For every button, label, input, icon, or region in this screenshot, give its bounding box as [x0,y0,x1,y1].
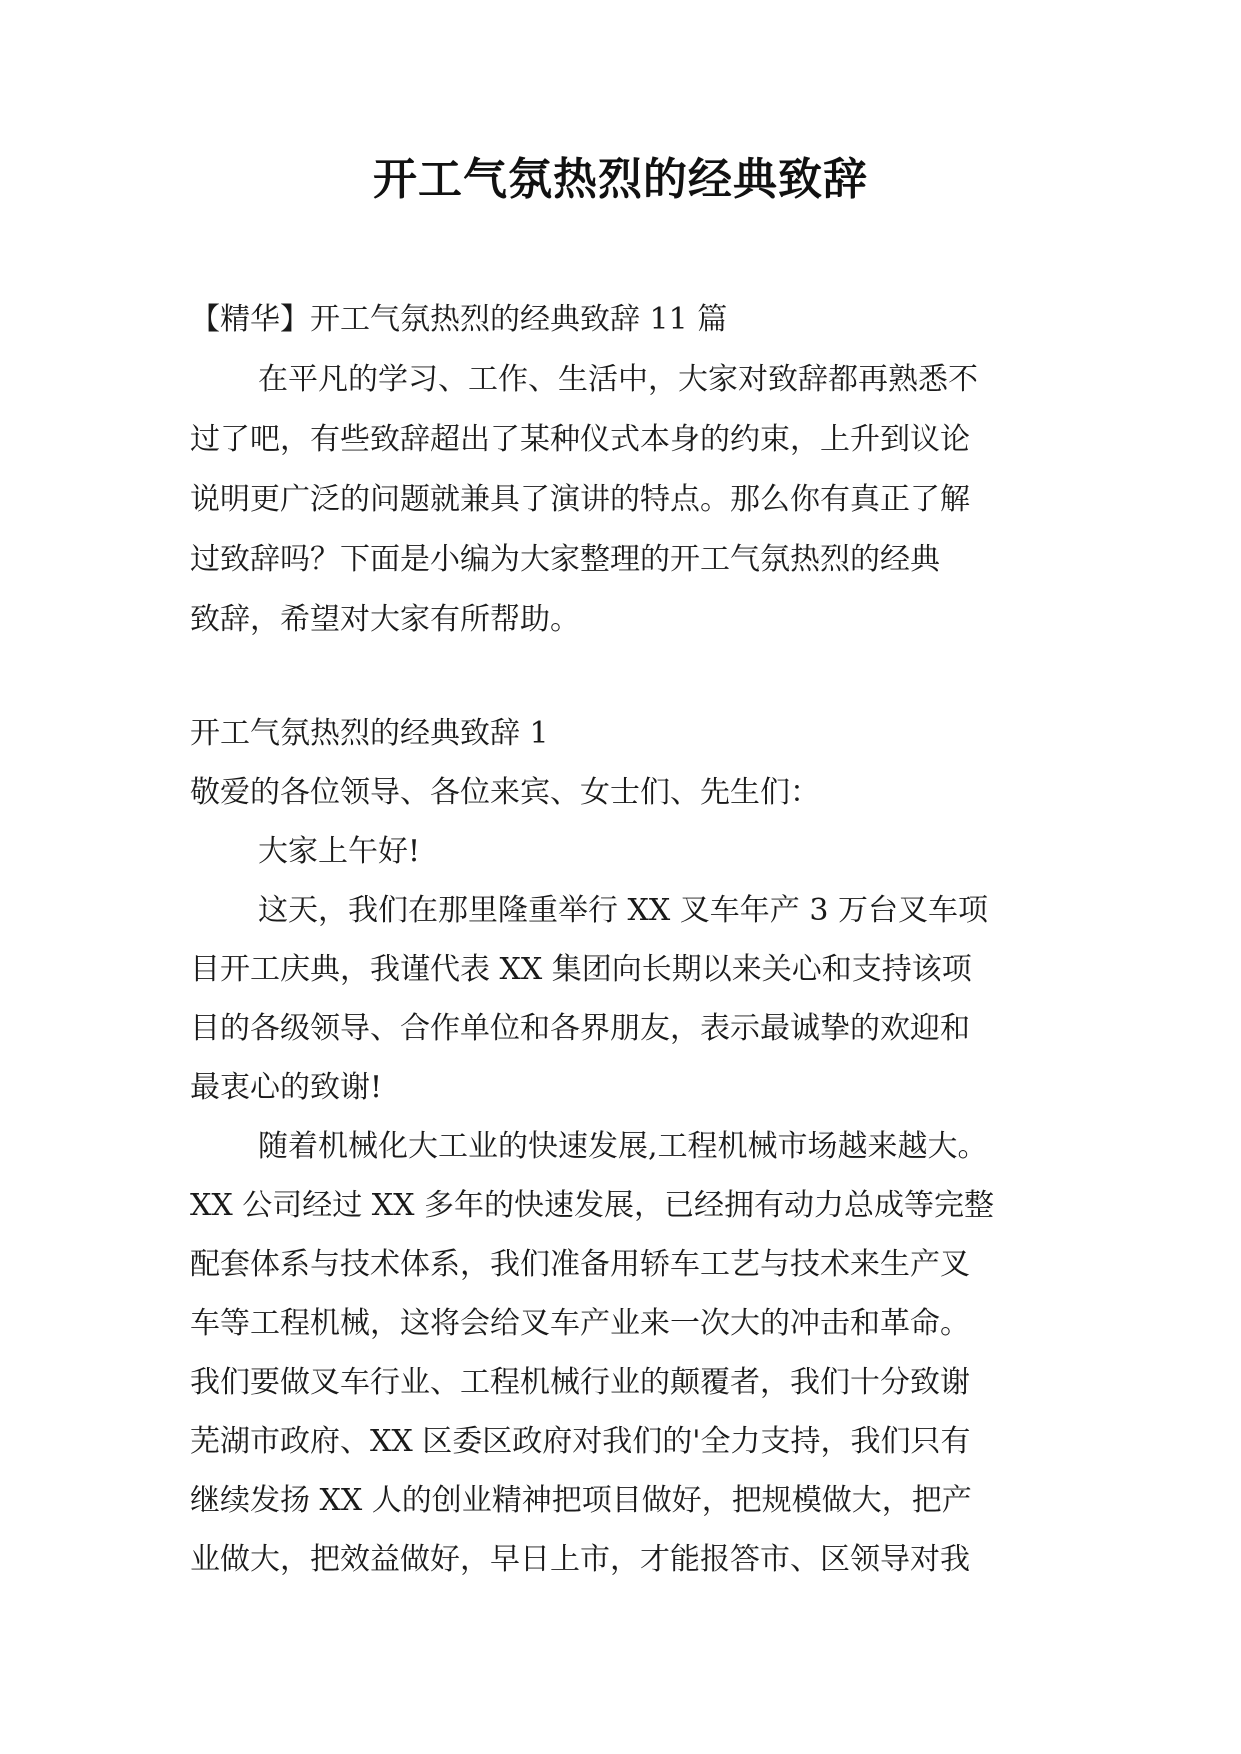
paragraph-2 [190,1117,1060,1589]
section-1 [190,704,1060,1589]
intro-line: 在平凡的学习、工作、生活中，大家对致辞都再熟悉不 [258,362,978,397]
paragraph-1 [190,881,1060,1117]
paragraph-line: 目开工庆典，我谨代表 XX 集团向长期以来关心和支持该项 [190,952,972,987]
document-title: 开工气氛热烈的经典致辞 [373,154,868,205]
paragraph-line: 车等工程机械，这将会给叉车产业来一次大的冲击和革命。 [190,1306,970,1341]
intro-line: 说明更广泛的问题就兼具了演讲的特点。那么你有真正了解 [190,482,970,517]
paragraph-line: 芜湖市政府、XX 区委区政府对我们的'全力支持，我们只有 [190,1424,971,1459]
paragraph-line: 业做大，把效益做好，早日上市，才能报答市、区领导对我 [190,1542,970,1577]
paragraph-line: 继续发扬 XX 人的创业精神把项目做好，把规模做大，把产 [190,1483,972,1518]
document-body [190,290,1060,1589]
intro-line: 过致辞吗？下面是小编为大家整理的开工气氛热烈的经典 [190,542,940,577]
paragraph-line: 配套体系与技术体系，我们准备用轿车工艺与技术来生产叉 [190,1247,970,1282]
paragraph-line: 这天，我们在那里隆重举行 XX 叉车年产 3 万台叉车项 [258,893,988,928]
document-subtitle: 【精华】开工气氛热烈的经典致辞 11 篇 [190,302,728,337]
section-heading: 开工气氛热烈的经典致辞 1 [190,716,549,751]
intro-paragraph [190,350,1060,650]
paragraph-line: XX 公司经过 XX 多年的快速发展，已经拥有动力总成等完整 [190,1188,995,1223]
paragraph-line: 随着机械化大工业的快速发展,工程机械市场越来越大。 [258,1129,988,1164]
paragraph-line: 我们要做叉车行业、工程机械行业的颠覆者，我们十分致谢 [190,1365,970,1400]
greeting: 大家上午好! [258,834,421,869]
salutation: 敬爱的各位领导、各位来宾、女士们、先生们： [190,775,820,810]
intro-line: 过了吧，有些致辞超出了某种仪式本身的约束，上升到议论 [190,422,970,457]
paragraph-line: 最衷心的致谢! [190,1070,383,1105]
intro-line: 致辞，希望对大家有所帮助。 [190,602,580,637]
paragraph-line: 目的各级领导、合作单位和各界朋友，表示最诚挚的欢迎和 [190,1011,970,1046]
